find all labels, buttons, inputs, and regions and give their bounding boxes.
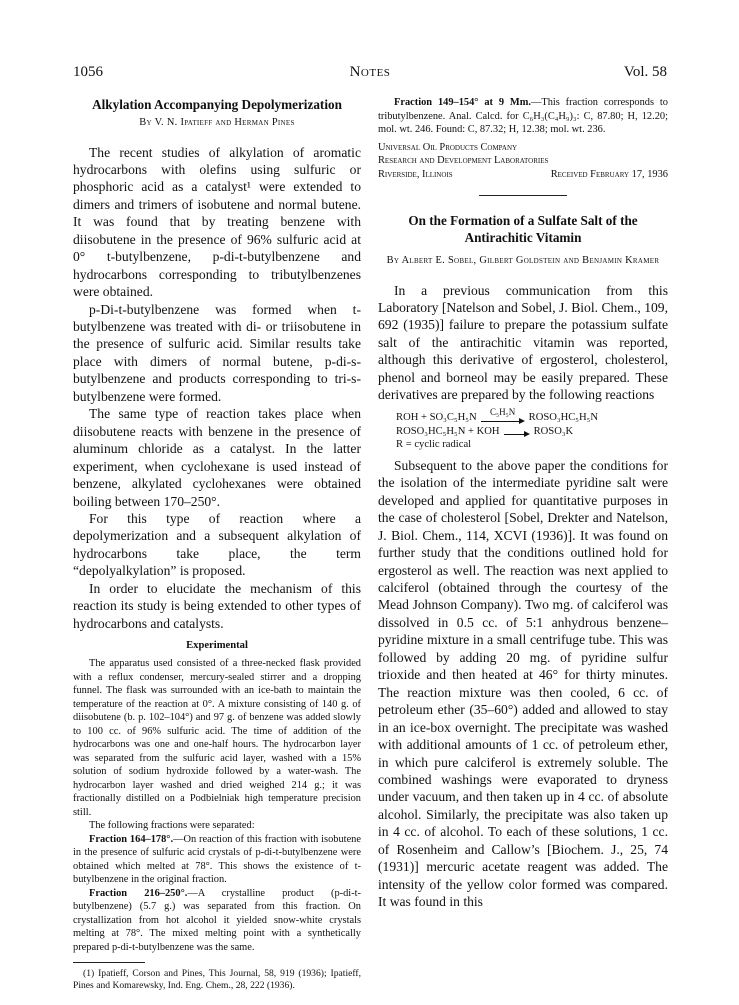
- fraction-entry: [378, 96, 668, 137]
- reaction-scheme: [396, 407, 668, 452]
- experimental-heading: Experimental: [186, 640, 248, 652]
- article1-paragraph: p-Di-t-butylbenzene was formed when t-butylbenzene was treated with di- or triisobutene in the presence of sulfuric acid. Similar results take place with dimers of normal butene, p-di-s-butylbenzene and products corresponding to tri-s-butylbenzene were formed.: [73, 301, 361, 404]
- fraction-text: —This fraction corresponds to tributylbenzene. Anal. Calcd. for C₆H₃(C₄H₉)₃: C, 87.80; H, 12.20; mol. wt. 246. Found: C, 87.32; H, 12.38; mol. wt. 236.: [378, 97, 668, 135]
- affiliation-line: Universal Oil Products Company: [378, 141, 518, 153]
- right-column: [378, 96, 668, 911]
- reaction-note: R = cyclic radical: [396, 439, 472, 451]
- arrow-icon: [504, 430, 530, 438]
- reaction-equation: [396, 407, 668, 425]
- running-head: [73, 64, 667, 84]
- experimental-paragraph: The apparatus used consisted of a three-necked flask provided with a reflux condenser, mercury-sealed stirrer and a dropping funnel. The flask was surrounded with an ice-bath to maintain the temperature of the reaction at 0°. A mixture consisting of 140 g. of diisobutene (b. p. 102–104°) and 97 g. of benzene was added slowly to 100 cc. of 96% sulfuric acid. The time of addition of the hydrocarbons was one and one-half hours. The hydrocarbon layer was separated from the sulfuric acid layer, washed with a 15% solution of sodium hydroxide followed by a water-wash. The hydrocarbon layer washed and dried weighed 214 g.; it was fractionally distilled on a Podbielniak high temperature precision still.: [73, 658, 361, 818]
- article1-paragraph: In order to elucidate the mechanism of this reaction its study is being extended to other types of hydrocarbons and catalysts.: [73, 580, 361, 631]
- journal-section: Notes: [349, 64, 391, 80]
- page-number: 1056: [73, 64, 103, 80]
- footnote: (1) Ipatieff, Corson and Pines, This Journal, 58, 919 (1936); Ipatieff, Pines and Komarewsky, Ind. Eng. Chem., 28, 222 (1936).: [73, 968, 361, 992]
- fraction-entry: [73, 887, 361, 955]
- fraction-entry: [73, 833, 361, 887]
- article1-paragraph: The same type of reaction takes place when diisobutene reacts with benzene in the presence of aluminum chloride as a catalyst. In the latter experiment, when cyclohexane is used instead of benzene, alkylated cyclohexanes were obtained boiling between 170–250°.: [73, 406, 361, 509]
- fraction-heading: Fraction 149–154° at 9 Mm.: [394, 97, 531, 108]
- article1-paragraph: For this type of reaction where a depolymerization and a subsequent alkylation of hydrocarbons take place, the term “depolyalkylation” is proposed.: [73, 511, 361, 579]
- affiliation-city: Riverside, Illinois: [378, 168, 453, 180]
- reaction-products: ROSO₃K: [533, 425, 574, 437]
- affiliation-block: [378, 141, 668, 182]
- left-column: [73, 96, 361, 993]
- reaction-reactants: ROH + SO₃C₅H₅N: [396, 412, 477, 424]
- article2-title: On the Formation of a Sulfate Salt of the Antirachitic Vitamin: [408, 213, 638, 245]
- reaction-arrow: [504, 430, 530, 438]
- arrow-icon: [481, 417, 525, 425]
- received-date: Received February 17, 1936: [550, 168, 668, 180]
- article1-paragraph: The recent studies of alkylation of aromatic hydrocarbons with olefins using sulfuric or phosphoric acid as a catalyst¹ were extended to dimers and trimers of isobutene and normal butene. It was found that by treating benzene with diisobutene in the presence of 96% sulfuric acid at 0° t-butylbenzene, p-di-t-butylbenzene and hydrocarbons corresponding to tributylbenzenes were obtained.: [73, 144, 361, 300]
- fraction-text: —A crystalline product (p-di-t-butylbenzene) (5.7 g.) was separated from this fraction. On crystallization from hot alcohol it yielded snow-white crystals melting at 78°. The mixed melting point with a synthetically prepared p-di-t-butylbenzene was the same.: [73, 887, 361, 953]
- reaction-products: ROSO₃HC₅H₅N: [528, 412, 598, 424]
- article2-intro: In a previous communication from this Laboratory [Natelson and Sobel, J. Biol. Chem., 109, 692 (1935)] failure to prepare the potassium sulfate salt of the antirachitic vitamin was reported, although this derivative of ergosterol, cholesterol, phenol and borneol may be easily prepared. These derivatives are prepared by the following reactions: [378, 282, 668, 403]
- affiliation-row: [378, 168, 668, 182]
- reaction-equation: [396, 425, 668, 439]
- fraction-text: —On reaction of this fraction with isobutene in the presence of sulfuric acid crystals of p-di-t-butylbenzene were obtained which melted at 78°. This shows the existence of t-butylbenzene in the original fraction.: [73, 833, 361, 886]
- reaction-reactants: ROSO₃HC₅H₅N + KOH: [396, 425, 500, 437]
- fraction-heading: Fraction 164–178°.: [89, 833, 174, 845]
- experimental-paragraph: The following fractions were separated:: [89, 820, 255, 832]
- volume-label: Vol. 58: [623, 64, 667, 80]
- reaction-catalyst: C₅H₅N: [490, 406, 516, 417]
- fraction-heading: Fraction 216–250°.: [89, 887, 188, 899]
- article2-paragraph: Subsequent to the above paper the conditions for the isolation of the intermediate pyridine salt were developed and applied for quantitative purposes in the case of cholesterol [Sobel, Drekter and Natelson, J. Biol. Chem., 114, XCVI (1936)]. It was found on further study that the conditions outlined hold for ergosterol as well. The reaction was next applied to calciferol (obtained through the courtesy of the Mead Johnson Company). Two mg. of calciferol was dissolved in 0.5 cc. of 5:1 anhydrous benzene–pyridine mixture in a small centrifuge tube. This was followed by adding 20 mg. of pyridine sulfur trioxide and then heated at 46° for thirty minutes. The reaction mixture was then cooled, 6 cc. of petroleum ether (35–60°) added and allowed to stay in an ice-box overnight. The precipitate was washed with additional amounts of 1 cc. of petroleum ether, in which pure calciferol is extremely soluble. The combined washings were evaporated to dryness under vacuum, and then taken up in 4 cc. of absolute alcohol. Similarly, the precipitate was also taken up in 4 cc. of alcohol. To each of these solutions, 1 cc. of Rosenheim and Callow’s [Biochem. J., 25, 74 (1931)] mercuric acetate reagent was added. The intensity of the yellow color formed was compared. It was found in this: [378, 457, 668, 910]
- reaction-arrow: [481, 407, 525, 425]
- article2-byline: By Albert E. Sobel, Gilbert Goldstein and Benjamin Kramer: [386, 255, 660, 266]
- article1-title: Alkylation Accompanying Depolymerization: [92, 97, 342, 112]
- article1-byline: By V. N. Ipatieff and Herman Pines: [139, 117, 295, 128]
- affiliation-line: Research and Development Laboratories: [378, 155, 549, 166]
- footnote-rule: [73, 962, 145, 963]
- article-divider: [479, 195, 567, 196]
